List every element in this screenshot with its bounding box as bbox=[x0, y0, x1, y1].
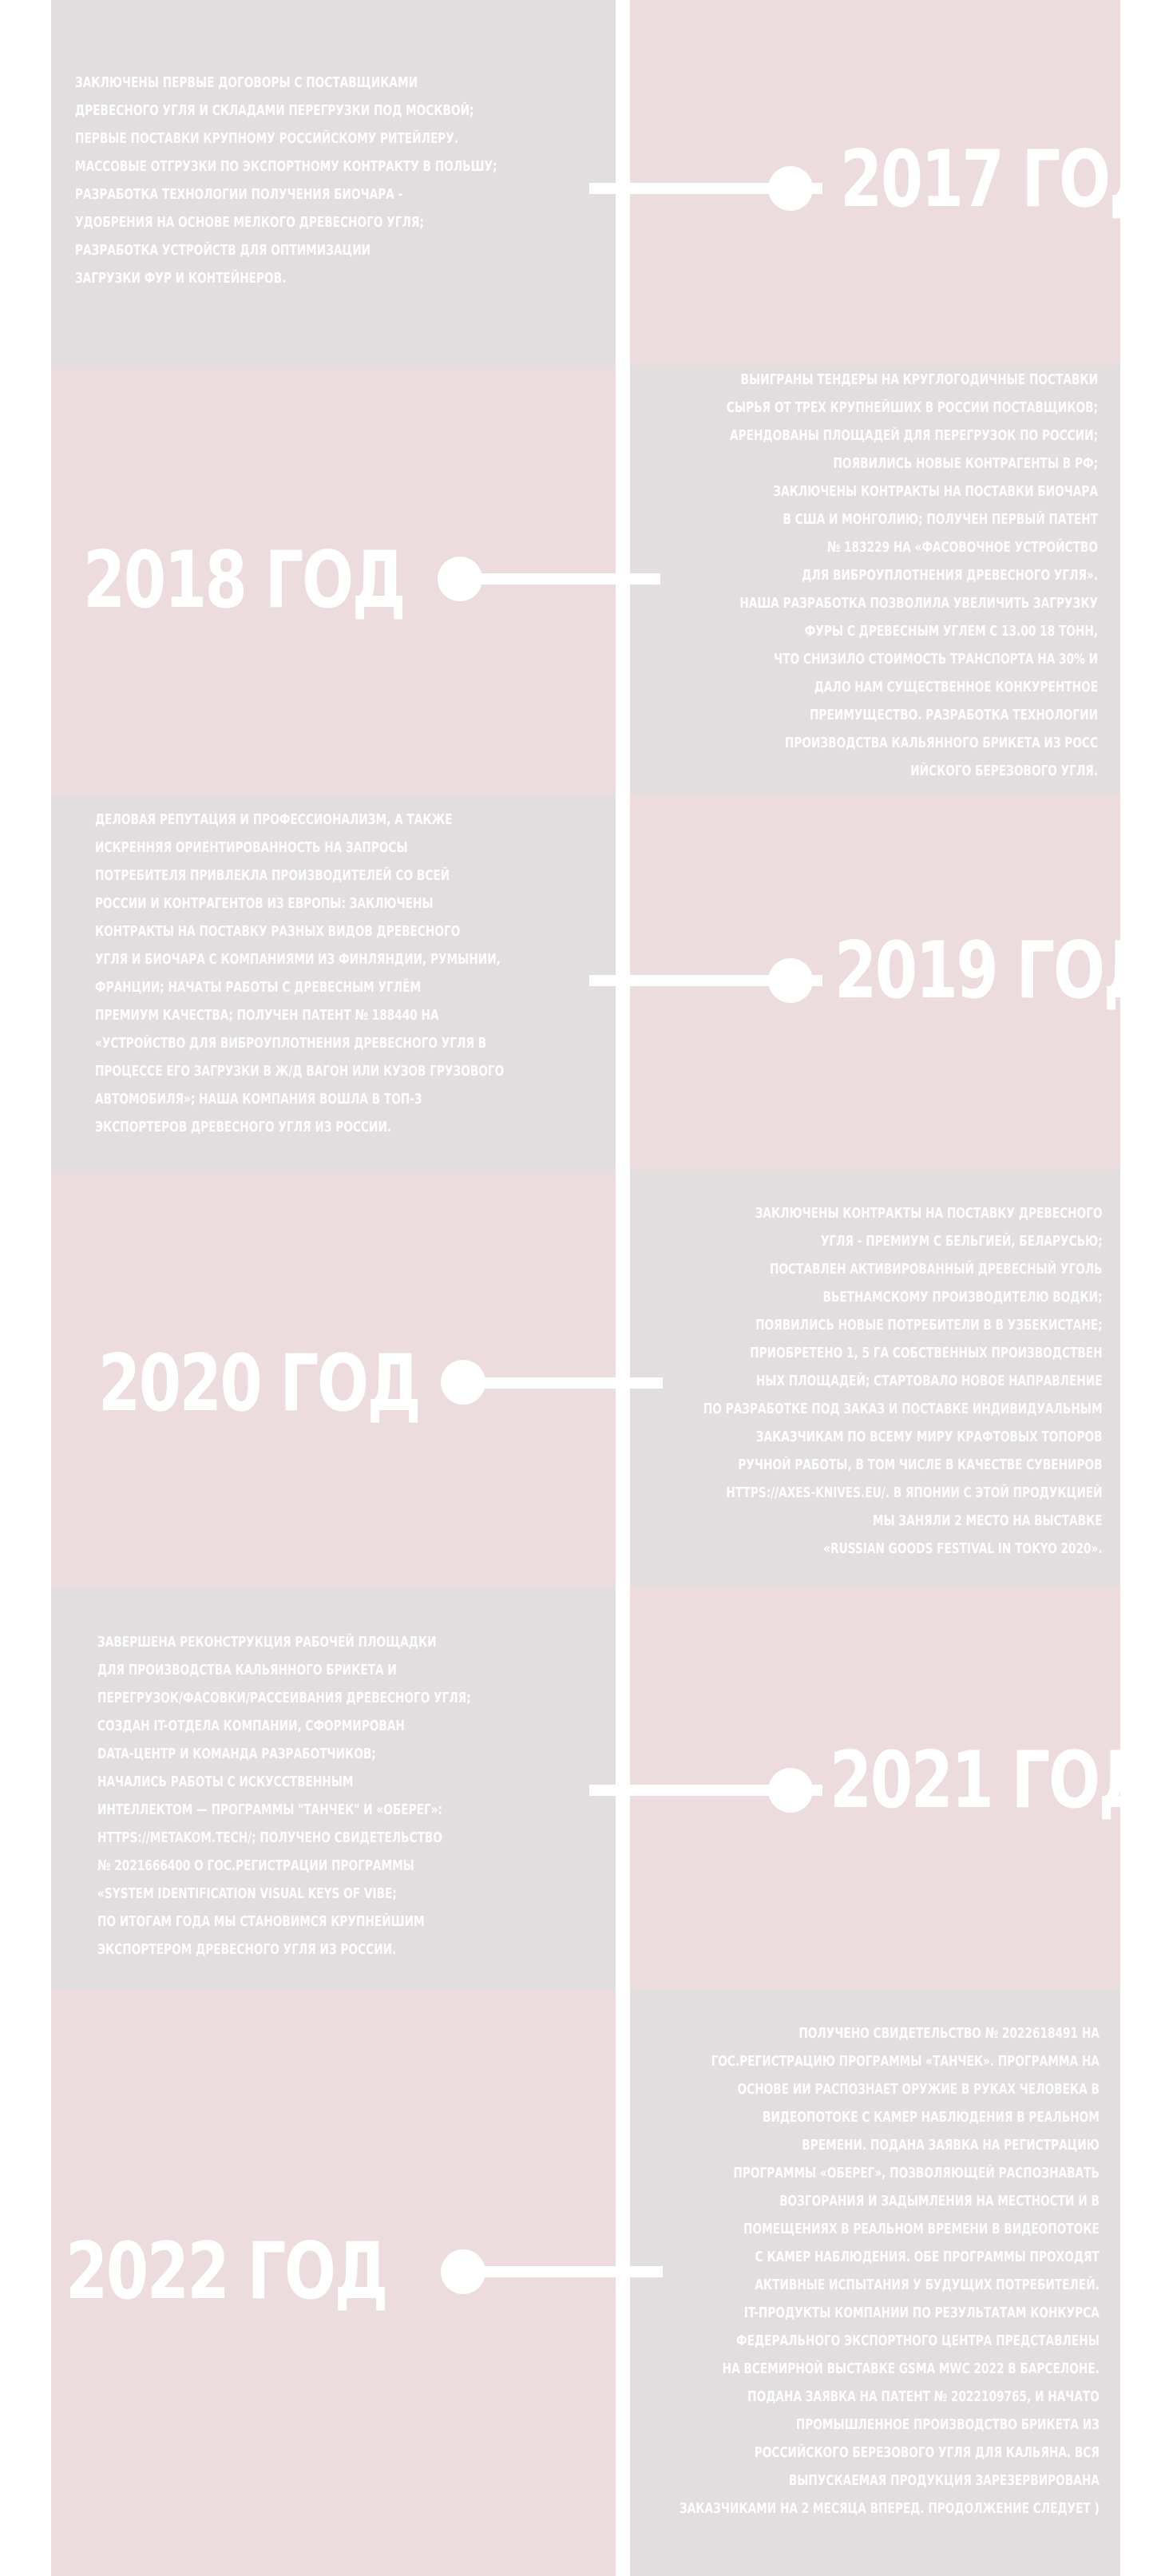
timeline-entry-2021 bbox=[51, 1587, 1151, 1990]
timeline-spine bbox=[616, 0, 630, 2576]
timeline-entry-2018 bbox=[51, 366, 1120, 795]
timeline-connector bbox=[470, 1377, 663, 1389]
entry-description: ДЕЛОВАЯ РЕПУТАЦИЯ И ПРОФЕССИОНАЛИЗМ, А ТАКЖЕ ИСКРЕННЯЯ ОРИЕНТИРОВАННОСТЬ НА ЗАПРОСЫ ПОТРЕБИТЕЛЯ ПРИВЛЕКЛА ПРОИЗВОДИТЕЛЕЙ СО ВСЕЙ РОССИИ И КОНТРАГЕНТОВ ИЗ ЕВРОПЫ: ЗАКЛЮЧЕНЫ КОНТРАКТЫ НА ПОСТАВКУ РАЗНЫХ ВИДОВ ДРЕВЕСНОГО УГЛЯ И БИОЧАРА С КОМПАНИЯМИ ИЗ ФИНЛЯНДИИ, РУМЫНИИ, ФРАНЦИИ; НАЧАТЫ РАБОТЫ С ДРЕВЕСНЫМ УГЛЁМ ПРЕМИУМ КАЧЕСТВА; ПОЛУЧЕН ПАТЕНТ № 188440 НА «УСТРОЙСТВО ДЛЯ ВИБРОУПЛОТНЕНИЯ ДРЕВЕСНОГО УГЛЯ В ПРОЦЕССЕ ЕГО ЗАГРУЗКИ В Ж/Д ВАГОН ИЛИ КУЗОВ ГРУЗОВОГО АВТОМОБИЛЯ»; НАША КОМПАНИЯ ВОШЛА В ТОП-3 ЭКСПОРТЕРОВ ДРЕВЕСНОГО УГЛЯ ИЗ РОССИИ. bbox=[95, 811, 505, 1135]
year-heading: 2019 ГОД bbox=[834, 925, 1156, 1017]
timeline-connector bbox=[466, 573, 660, 585]
timeline-connector bbox=[470, 2266, 663, 2277]
entry-description: ПОЛУЧЕНО СВИДЕТЕЛЬСТВО № 2022618491 НА ГОС.РЕГИСТРАЦИЮ ПРОГРАММЫ «ТАНЧЕК». ПРОГРАММА НА ОСНОВЕ ИИ РАСПОЗНАЕТ ОРУЖИЕ В РУКАХ ЧЕЛОВЕКА В ВИДЕОПОТОКЕ С КАМЕР НАБЛЮДЕНИЯ В РЕАЛЬНОМ ВРЕМЕНИ. ПОДАНА ЗАЯВКА НА РЕГИСТРАЦИЮ ПРОГРАММЫ «ОБЕРЕГ», ПОЗВОЛЯЮЩЕЙ РАСПОЗНАВАТЬ ВОЗГОРАНИЯ И ЗАДЫМЛЕНИЯ НА МЕСТНОСТИ И В ПОМЕЩЕНИЯХ В РЕАЛЬНОМ ВРЕМЕНИ В ВИДЕОПОТОКЕ С КАМЕР НАБЛЮДЕНИЯ. ОБЕ ПРОГРАММЫ ПРОХОДЯТ АКТИВНЫЕ ИСПЫТАНИЯ У БУДУЩИХ ПОТРЕБИТЕЛЕЙ. IT-ПРОДУКТЫ КОМПАНИИ ПО РЕЗУЛЬТАТАМ КОНКУРСА ФЕДЕРАЛЬНОГО ЭКСПОРТНОГО ЦЕНТРА ПРЕДСТАВЛЕНЫ НА ВСЕМИРНОЙ ВЫСТАВКЕ GSMA MWC 2022 В БАРСЕЛОНЕ. ПОДАНА ЗАЯВКА НА ПАТЕНТ № 2022109765, И НАЧАТО ПРОМЫШЛЕННОЕ ПРОИЗВОДСТВО БРИКЕТА ИЗ РОССИЙСКОГО БЕРЕЗОВОГО УГЛЯ ДЛЯ КАЛЬЯНА. ВСЯ ВЫПУСКАЕМАЯ ПРОДУКЦИЯ ЗАРЕЗЕРВИРОВАНА ЗАКАЗЧИКАМИ НА 2 МЕСЯЦА ВПЕРЕД. ПРОДОЛЖЕНИЕ СЛЕДУЕТ ) bbox=[680, 2025, 1100, 2517]
year-heading: 2020 ГОД bbox=[98, 1338, 420, 1429]
entry-description: ВЫИГРАНЫ ТЕНДЕРЫ НА КРУГЛОГОДИЧНЫЕ ПОСТАВКИ СЫРЬЯ ОТ ТРЕХ КРУПНЕЙШИХ В РОССИИ ПОСТАВЩИКОВ; АРЕНДОВАНЫ ПЛОЩАДЕЙ ДЛЯ ПЕРЕГРУЗОК ПО РОССИИ; ПОЯВИЛИСЬ НОВЫЕ КОНТРАГЕНТЫ В РФ; ЗАКЛЮЧЕНЫ КОНТРАКТЫ НА ПОСТАВКИ БИОЧАРА В США И МОНГОЛИЮ; ПОЛУЧЕН ПЕРВЫЙ ПАТЕНТ № 183229 НА «ФАСОВОЧНОЕ УСТРОЙСТВО ДЛЯ ВИБРОУПЛОТНЕНИЯ ДРЕВЕСНОГО УГЛЯ». НАША РАЗРАБОТКА ПОЗВОЛИЛА УВЕЛИЧИТЬ ЗАГРУЗКУ ФУРЫ С ДРЕВЕСНЫМ УГЛЕМ С 13.00 18 ТОНН, ЧТО СНИЗИЛО СТОИМОСТЬ ТРАНСПОРТА НА 30% И ДАЛО НАМ СУЩЕСТВЕННОЕ КОНКУРЕНТНОЕ ПРЕИМУЩЕСТВО. РАЗРАБОТКА ТЕХНОЛОГИИ ПРОИЗВОДСТВА КАЛЬЯННОГО БРИКЕТА ИЗ РОСС ИЙСКОГО БЕРЕЗОВОГО УГЛЯ. bbox=[726, 371, 1098, 779]
year-heading: 2017 ГОД bbox=[840, 134, 1161, 225]
timeline-dot bbox=[768, 166, 813, 211]
timeline-dot bbox=[768, 1768, 813, 1813]
timeline-entry-2020 bbox=[51, 1170, 1120, 1587]
timeline-entry-2022 bbox=[51, 1990, 1120, 2576]
entry-description: ЗАКЛЮЧЕНЫ КОНТРАКТЫ НА ПОСТАВКУ ДРЕВЕСНОГО УГЛЯ - ПРЕМИУМ С БЕЛЬГИЕЙ, БЕЛАРУСЬЮ; ПОСТАВЛЕН АКТИВИРОВАННЫЙ ДРЕВЕСНЫЙ УГОЛЬ ВЬЕТНАМСКОМУ ПРОИЗВОДИТЕЛЮ ВОДКИ; ПОЯВИЛИСЬ НОВЫЕ ПОТРЕБИТЕЛИ В В УЗБЕКИСТАНЕ; ПРИОБРЕТЕНО 1, 5 ГА СОБСТВЕННЫХ ПРОИЗВОДСТВЕН НЫХ ПЛОЩАДЕЙ; СТАРТОВАЛО НОВОЕ НАПРАВЛЕНИЕ ПО РАЗРАБОТКЕ ПОД ЗАКАЗ И ПОСТАВКЕ ИНДИВИДУАЛЬНЫМ ЗАКАЗЧИКАМ ПО ВСЕМУ МИРУ КРАФТОВЫХ ТОПОРОВ РУЧНОЙ РАБОТЫ, В ТОМ ЧИСЛЕ В КАЧЕСТВЕ СУВЕНИРОВ HTTPS://AXES-KNIVES.EU/. В ЯПОНИИ С ЭТОЙ ПРОДУКЦИЕЙ МЫ ЗАНЯЛИ 2 МЕСТО НА ВЫСТАВКЕ «RUSSIAN GOODS FESTIVAL IN TOKYO 2020». bbox=[703, 1205, 1103, 1557]
timeline bbox=[51, 0, 1161, 2576]
entry-description: ЗАВЕРШЕНА РЕКОНСТРУКЦИЯ РАБОЧЕЙ ПЛОЩАДКИ ДЛЯ ПРОИЗВОДСТВА КАЛЬЯННОГО БРИКЕТА И ПЕРЕГРУЗОК/ФАСОВКИ/РАССЕИВАНИЯ ДРЕВЕСНОГО УГЛЯ; СОЗДАН IT-ОТДЕЛА КОМПАНИИ, СФОРМИРОВАН DATA-ЦЕНТР И КОМАНДА РАЗРАБОТЧИКОВ; НАЧАЛИСЬ РАБОТЫ С ИСКУССТВЕННЫМ ИНТЕЛЛЕКТОМ — ПРОГРАММЫ "ТАНЧЕК" И «ОБЕРЕГ»: HTTPS://METAKOM.TECH/; ПОЛУЧЕНО СВИДЕТЕЛЬСТВО № 2021666400 О ГОС.РЕГИСТРАЦИИ ПРОГРАММЫ «SYSTEM IDENTIFICATION VISUAL KEYS OF VIBE; ПО ИТОГАМ ГОДА МЫ СТАНОВИМСЯ КРУПНЕЙШИМ ЭКСПОРТЕРОМ ДРЕВЕСНОГО УГЛЯ ИЗ РОССИИ. bbox=[97, 1634, 471, 1958]
timeline-entry-2017 bbox=[51, 0, 1161, 366]
timeline-dot bbox=[768, 958, 813, 1003]
timeline-entry-2019 bbox=[51, 795, 1156, 1170]
year-heading: 2018 ГОД bbox=[83, 535, 405, 626]
year-heading: 2022 ГОД bbox=[65, 2226, 387, 2317]
year-heading: 2021 ГОД bbox=[830, 1735, 1151, 1826]
entry-description: ЗАКЛЮЧЕНЫ ПЕРВЫЕ ДОГОВОРЫ С ПОСТАВЩИКАМИ ДРЕВЕСНОГО УГЛЯ И СКЛАДАМИ ПЕРЕГРУЗКИ ПОД МОСКВОЙ; ПЕРВЫЕ ПОСТАВКИ КРУПНОМУ РОССИЙСКОМУ РИТЕЙЛЕРУ. МАССОВЫЕ ОТГРУЗКИ ПО ЭКСПОРТНОМУ КОНТРАКТУ В ПОЛЬШУ; РАЗРАБОТКА ТЕХНОЛОГИИ ПОЛУЧЕНИЯ БИОЧАРА - УДОБРЕНИЯ НА ОСНОВЕ МЕЛКОГО ДРЕВЕСНОГО УГЛЯ; РАЗРАБОТКА УСТРОЙСТВ ДЛЯ ОПТИМИЗАЦИИ ЗАГРУЗКИ ФУР И КОНТЕЙНЕРОВ. bbox=[75, 74, 497, 287]
